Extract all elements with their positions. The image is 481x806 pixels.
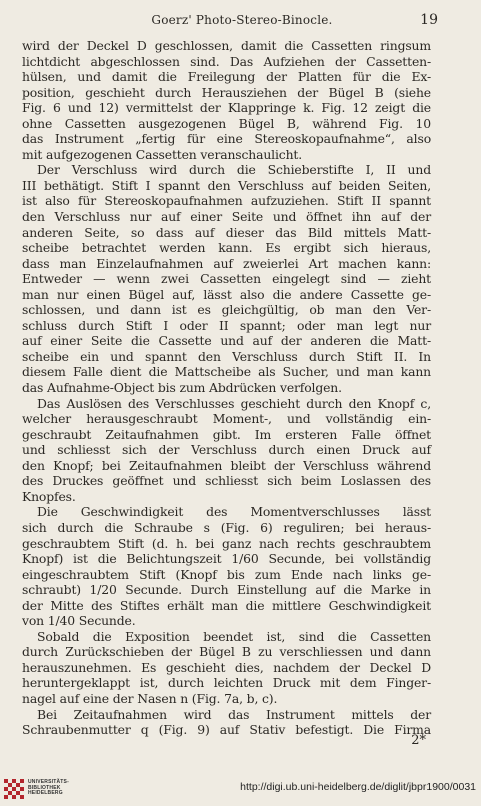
text-line: Bei Zeitaufnahmen wird das Instrument mittels der bbox=[37, 706, 431, 722]
text-line: schlossen, und dann ist es gleichgültig, ob man den Ver- bbox=[22, 302, 431, 318]
footer bbox=[0, 776, 481, 806]
text-line: schluss durch Stift I oder II spannt; oder man legt nur bbox=[22, 317, 431, 333]
text-line: Die Geschwindigkeit des Momentverschlusses lässt bbox=[37, 504, 431, 520]
library-name: UNIVERSITÄTS- BIBLIOTHEK HEIDELBERG bbox=[28, 779, 69, 796]
text-line: eingeschraubtem Stift (Knopf bis zum Ende nach links ge- bbox=[22, 566, 431, 582]
text-line: den Verschluss nur auf einer Seite und öffnet ihn auf der bbox=[22, 209, 431, 225]
text-line: scheibe betrachtet werden kann. Es ergibt sich hieraus, bbox=[22, 240, 431, 256]
text-line: position, geschieht durch Herausziehen der Bügel B (siehe bbox=[22, 84, 431, 100]
text-line: scheibe ein und spannt den Verschluss durch Stift II. In bbox=[22, 348, 431, 364]
text-line: III bethätigt. Stift I spannt den Verschluss auf beiden Seiten, bbox=[22, 177, 431, 193]
text-line: den Knopf; bei Zeitaufnahmen bleibt der Verschluss während bbox=[22, 457, 431, 473]
text-line: schraubt) 1/20 Secunde. Durch Einstellung auf die Marke in bbox=[22, 582, 431, 598]
text-line: Fig. 6 und 12) vermittelst der Klappringe k. Fig. 12 zeigt die bbox=[22, 100, 431, 116]
text-line: Sobald die Exposition beendet ist, sind die Cassetten bbox=[37, 628, 431, 644]
text-line: sich durch die Schraube s (Fig. 6) reguliren; bei heraus- bbox=[22, 519, 431, 535]
text-line: hülsen, und damit die Freilegung der Platten für die Ex- bbox=[22, 69, 431, 85]
text-line: Entweder — wenn zwei Cassetten eingelegt sind — zieht bbox=[22, 271, 431, 287]
text-line: durch Zurückschieben der Bügel B zu verschliessen und dann bbox=[22, 644, 431, 660]
text-line: lichtdicht abgeschlossen sind. Das Aufziehen der Cassetten- bbox=[22, 53, 431, 69]
signature-mark: 2* bbox=[411, 733, 426, 748]
running-title: Goerz' Photo-Stereo-Binocle. bbox=[151, 13, 333, 27]
text-line: dass man Einzelaufnahmen auf zweierlei Art machen kann: bbox=[22, 255, 431, 271]
text-line: ohne Cassetten ausgezogenen Bügel B, während Fig. 10 bbox=[22, 115, 431, 131]
text-line: welcher herausgeschraubt Moment-, und vollständig ein- bbox=[22, 411, 431, 427]
source-link[interactable]: http://digi.ub.uni-heidelberg.de/diglit/jbpr1900/0031 bbox=[240, 781, 476, 793]
text-line: ist also für Stereoskopaufnahmen aufzuziehen. Stift II spannt bbox=[22, 193, 431, 209]
body-text bbox=[22, 38, 431, 738]
running-header bbox=[46, 13, 438, 31]
text-line: wird der Deckel D geschlossen, damit die Cassetten ringsum bbox=[22, 38, 431, 53]
text-line: mit aufgezogenen Cassetten veranschaulicht. bbox=[22, 146, 303, 162]
page-number: 19 bbox=[420, 12, 438, 28]
text-line: Das Auslösen des Verschlusses geschieht durch den Knopf c, bbox=[37, 395, 431, 411]
text-line: Schraubenmutter q (Fig. 9) auf Stativ befestigt. Die Firma bbox=[22, 722, 431, 738]
text-line: der Mitte des Stiftes erhält man die mittlere Geschwindigkeit bbox=[22, 597, 431, 613]
text-line: von 1/40 Secunde. bbox=[22, 613, 136, 629]
text-line: anderen Seite, so dass auf dieser das Bild mittels Matt- bbox=[22, 224, 431, 240]
text-line: das Aufnahme-Object bis zum Abdrücken verfolgen. bbox=[22, 380, 342, 396]
text-line: Knopfes. bbox=[22, 488, 76, 504]
text-line: Knopf) ist die Belichtungszeit 1/60 Secunde, bei vollständig bbox=[22, 551, 431, 567]
text-line: geschraubtem Stift (d. h. bei ganz nach rechts geschraubtem bbox=[22, 535, 431, 551]
text-line: des Druckes geöffnet und schliesst sich beim Loslassen des bbox=[22, 473, 431, 489]
text-line: geschraubt Zeitaufnahmen gibt. Im ersteren Falle öffnet bbox=[22, 426, 431, 442]
text-line: man nur einen Bügel auf, lässt also die andere Cassette ge- bbox=[22, 286, 431, 302]
text-line: das Instrument „fertig für eine Stereoskopaufnahme“, also bbox=[22, 131, 431, 147]
text-line: nagel auf eine der Nasen n (Fig. 7a, b, c). bbox=[22, 690, 278, 706]
text-line: heruntergeklappt ist, durch leichten Druck mit dem Finger- bbox=[22, 675, 431, 691]
text-line: diesem Falle dient die Mattscheibe als Sucher, und man kann bbox=[22, 364, 431, 380]
library-logo-icon bbox=[4, 779, 24, 799]
text-line: herauszunehmen. Es geschieht dies, nachdem der Deckel D bbox=[22, 659, 431, 675]
text-line: Der Verschluss wird durch die Schieberstifte I, II und bbox=[37, 162, 431, 178]
text-line: und schliesst sich der Verschluss durch einen Druck auf bbox=[22, 442, 431, 458]
text-line: auf einer Seite die Cassette und auf der anderen die Matt- bbox=[22, 333, 431, 349]
